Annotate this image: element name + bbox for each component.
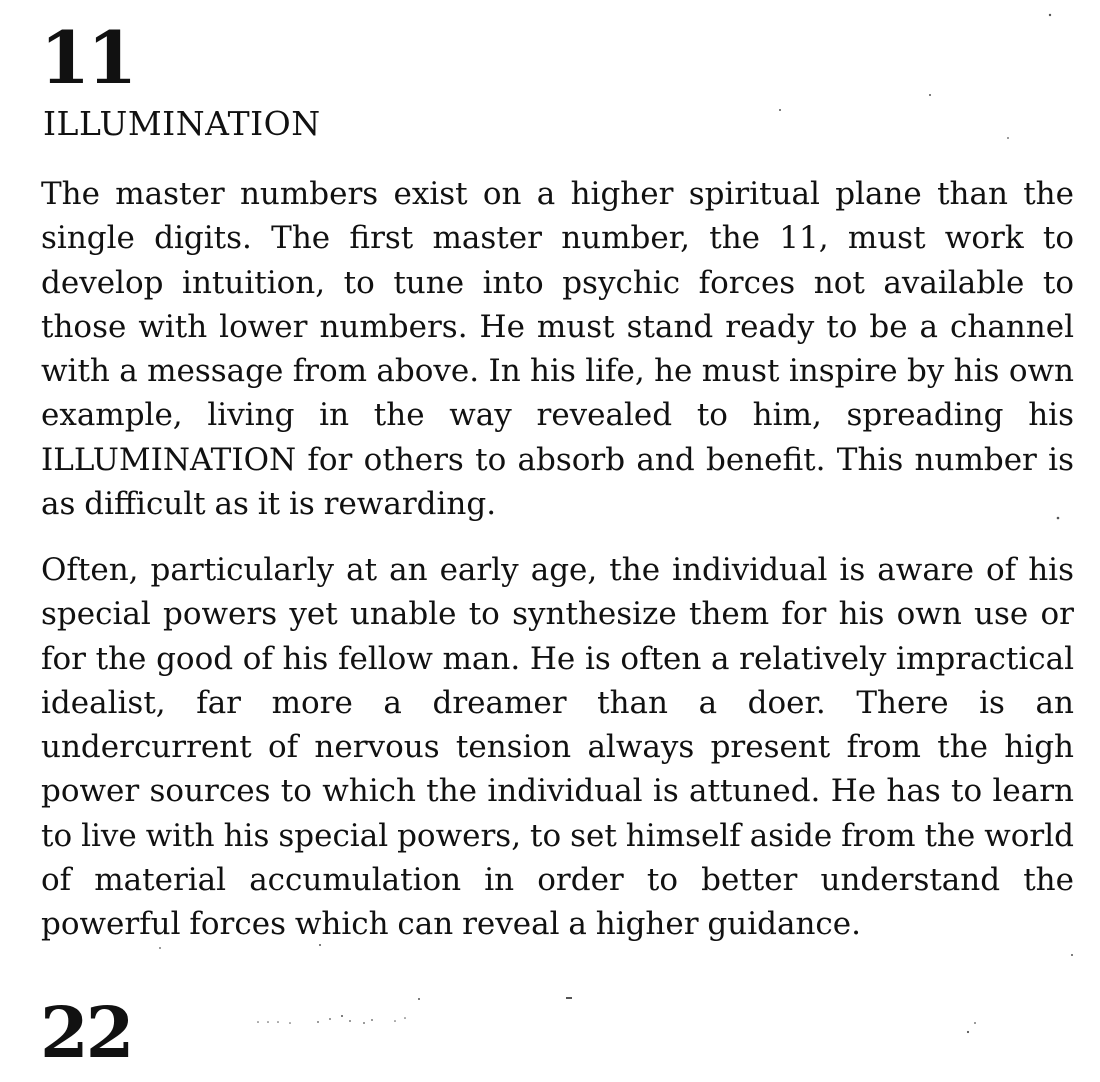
section-title: ILLUMINATION [43,104,321,143]
section-number: 11 [40,15,135,100]
speck [974,1022,976,1024]
speck [1007,137,1009,139]
speck [394,1020,396,1022]
speck [317,1021,319,1023]
body-paragraph-2: Often, particularly at an early age, the individual is aware of his special powers yet unable to synthesize them for his own use or for the good of his fellow man. He is often a relatively impractical idealist, far more a dreamer than a doer. There is an undercurrent of nervous tension always present from the high power sources to which the individual is attuned. He has to learn to live with his special powers, to set himself aside from the world of material accumulation in order to better understand the powerful forces which can reveal a higher guidance. [41,552,1074,943]
speck [404,1017,406,1019]
next-section-number: 22 [40,991,132,1074]
speck [329,1018,331,1020]
speck [1049,14,1051,16]
speck [289,1022,291,1024]
speck [341,1015,343,1017]
speck [779,109,781,111]
speck [159,947,161,949]
speck [929,94,931,96]
speck [967,1031,969,1033]
speck [1071,954,1073,956]
body-paragraph-1: The master numbers exist on a higher spiritual plane than the single digits. The first master number, the 11, must work to develop intuition, to tune into psychic forces not available to those with lower numbers. He must stand ready to be a channel with a message from above. In his life, he must inspire by his own example, living in the way revealed to him, spreading his ILLUMINATION for others to absorb and benefit. This number is as difficult as it is rewarding. [41,176,1074,523]
speck [277,1021,279,1023]
speck [267,1021,269,1023]
speck [363,1022,365,1024]
speck [371,1019,373,1021]
speck [566,997,572,999]
speck [349,1020,351,1022]
speck [418,998,420,1000]
speck [257,1021,259,1023]
